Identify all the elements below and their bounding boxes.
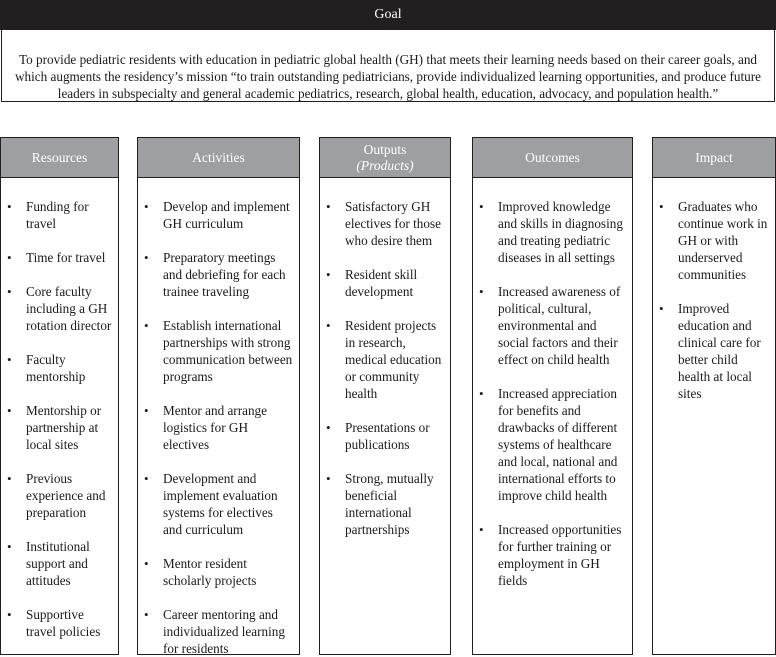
list-item: • Establish international partnerships with strong communication between programs bbox=[138, 317, 293, 385]
column-items bbox=[138, 178, 299, 657]
list-item: • Satisfactory GH electives for those who desire them bbox=[320, 198, 444, 249]
column-header bbox=[473, 138, 632, 178]
list-item: • Increased appreciation for benefits and drawbacks of different systems of healthcare and local, national and international efforts to improve child health bbox=[473, 385, 626, 504]
column-items bbox=[653, 178, 775, 402]
column-title: Impact bbox=[695, 149, 733, 165]
list-item: • Core faculty including a GH rotation director bbox=[1, 283, 112, 334]
list-item: • Develop and implement GH curriculum bbox=[138, 198, 293, 232]
goal-statement: To provide pediatric residents with education in pediatric global health (GH) that meets their learning needs based on their career goals, and which augments the residency’s mission “to train outstanding pediatricians, provide individualized learning opportunities, and produce future leaders in subspecialty and general academic pediatrics, research, global health, education, advocacy, and population health.” bbox=[1, 30, 775, 102]
column-header bbox=[653, 138, 775, 178]
column-header bbox=[320, 138, 450, 178]
column-title: Activities bbox=[192, 149, 245, 165]
list-item: • Improved education and clinical care for better child health at local sites bbox=[653, 300, 769, 402]
list-item: • Increased opportunities for further training or employment in GH fields bbox=[473, 521, 626, 589]
list-item: • Funding for travel bbox=[1, 198, 112, 232]
goal-header: Goal bbox=[0, 0, 776, 30]
list-item: • Improved knowledge and skills in diagnosing and treating pediatric diseases in all settings bbox=[473, 198, 626, 266]
column-items bbox=[320, 178, 450, 538]
column-subtitle: (Products) bbox=[356, 157, 414, 173]
list-item: • Previous experience and preparation bbox=[1, 470, 112, 521]
column-header bbox=[138, 138, 299, 178]
column-resources bbox=[0, 137, 119, 655]
column-title: Outputs bbox=[363, 141, 407, 157]
column-items bbox=[473, 178, 632, 589]
list-item: • Institutional support and attitudes bbox=[1, 538, 112, 589]
column-items bbox=[1, 178, 118, 640]
list-item: • Increased awareness of political, cultural, environmental and social factors and their effect on child health bbox=[473, 283, 626, 368]
column-header bbox=[1, 138, 118, 178]
list-item: • Strong, mutually beneficial international partnerships bbox=[320, 470, 444, 538]
list-item: • Graduates who continue work in GH or with underserved communities bbox=[653, 198, 769, 283]
column-impact bbox=[652, 137, 776, 655]
list-item: • Mentor and arrange logistics for GH electives bbox=[138, 402, 293, 453]
list-item: • Mentor resident scholarly projects bbox=[138, 555, 293, 589]
list-item: • Development and implement evaluation systems for electives and curriculum bbox=[138, 470, 293, 538]
column-outcomes bbox=[472, 137, 633, 655]
list-item: • Supportive travel policies bbox=[1, 606, 112, 640]
column-activities bbox=[137, 137, 300, 655]
list-item: • Career mentoring and individualized learning for residents bbox=[138, 606, 293, 657]
list-item: • Presentations or publications bbox=[320, 419, 444, 453]
list-item: • Resident projects in research, medical education or community health bbox=[320, 317, 444, 402]
list-item: • Mentorship or partnership at local sites bbox=[1, 402, 112, 453]
list-item: • Time for travel bbox=[1, 249, 112, 266]
column-title: Outcomes bbox=[525, 149, 580, 165]
list-item: • Resident skill development bbox=[320, 266, 444, 300]
list-item: • Faculty mentorship bbox=[1, 351, 112, 385]
list-item: • Preparatory meetings and debriefing for each trainee traveling bbox=[138, 249, 293, 300]
column-title: Resources bbox=[31, 149, 88, 165]
column-outputs bbox=[319, 137, 451, 655]
